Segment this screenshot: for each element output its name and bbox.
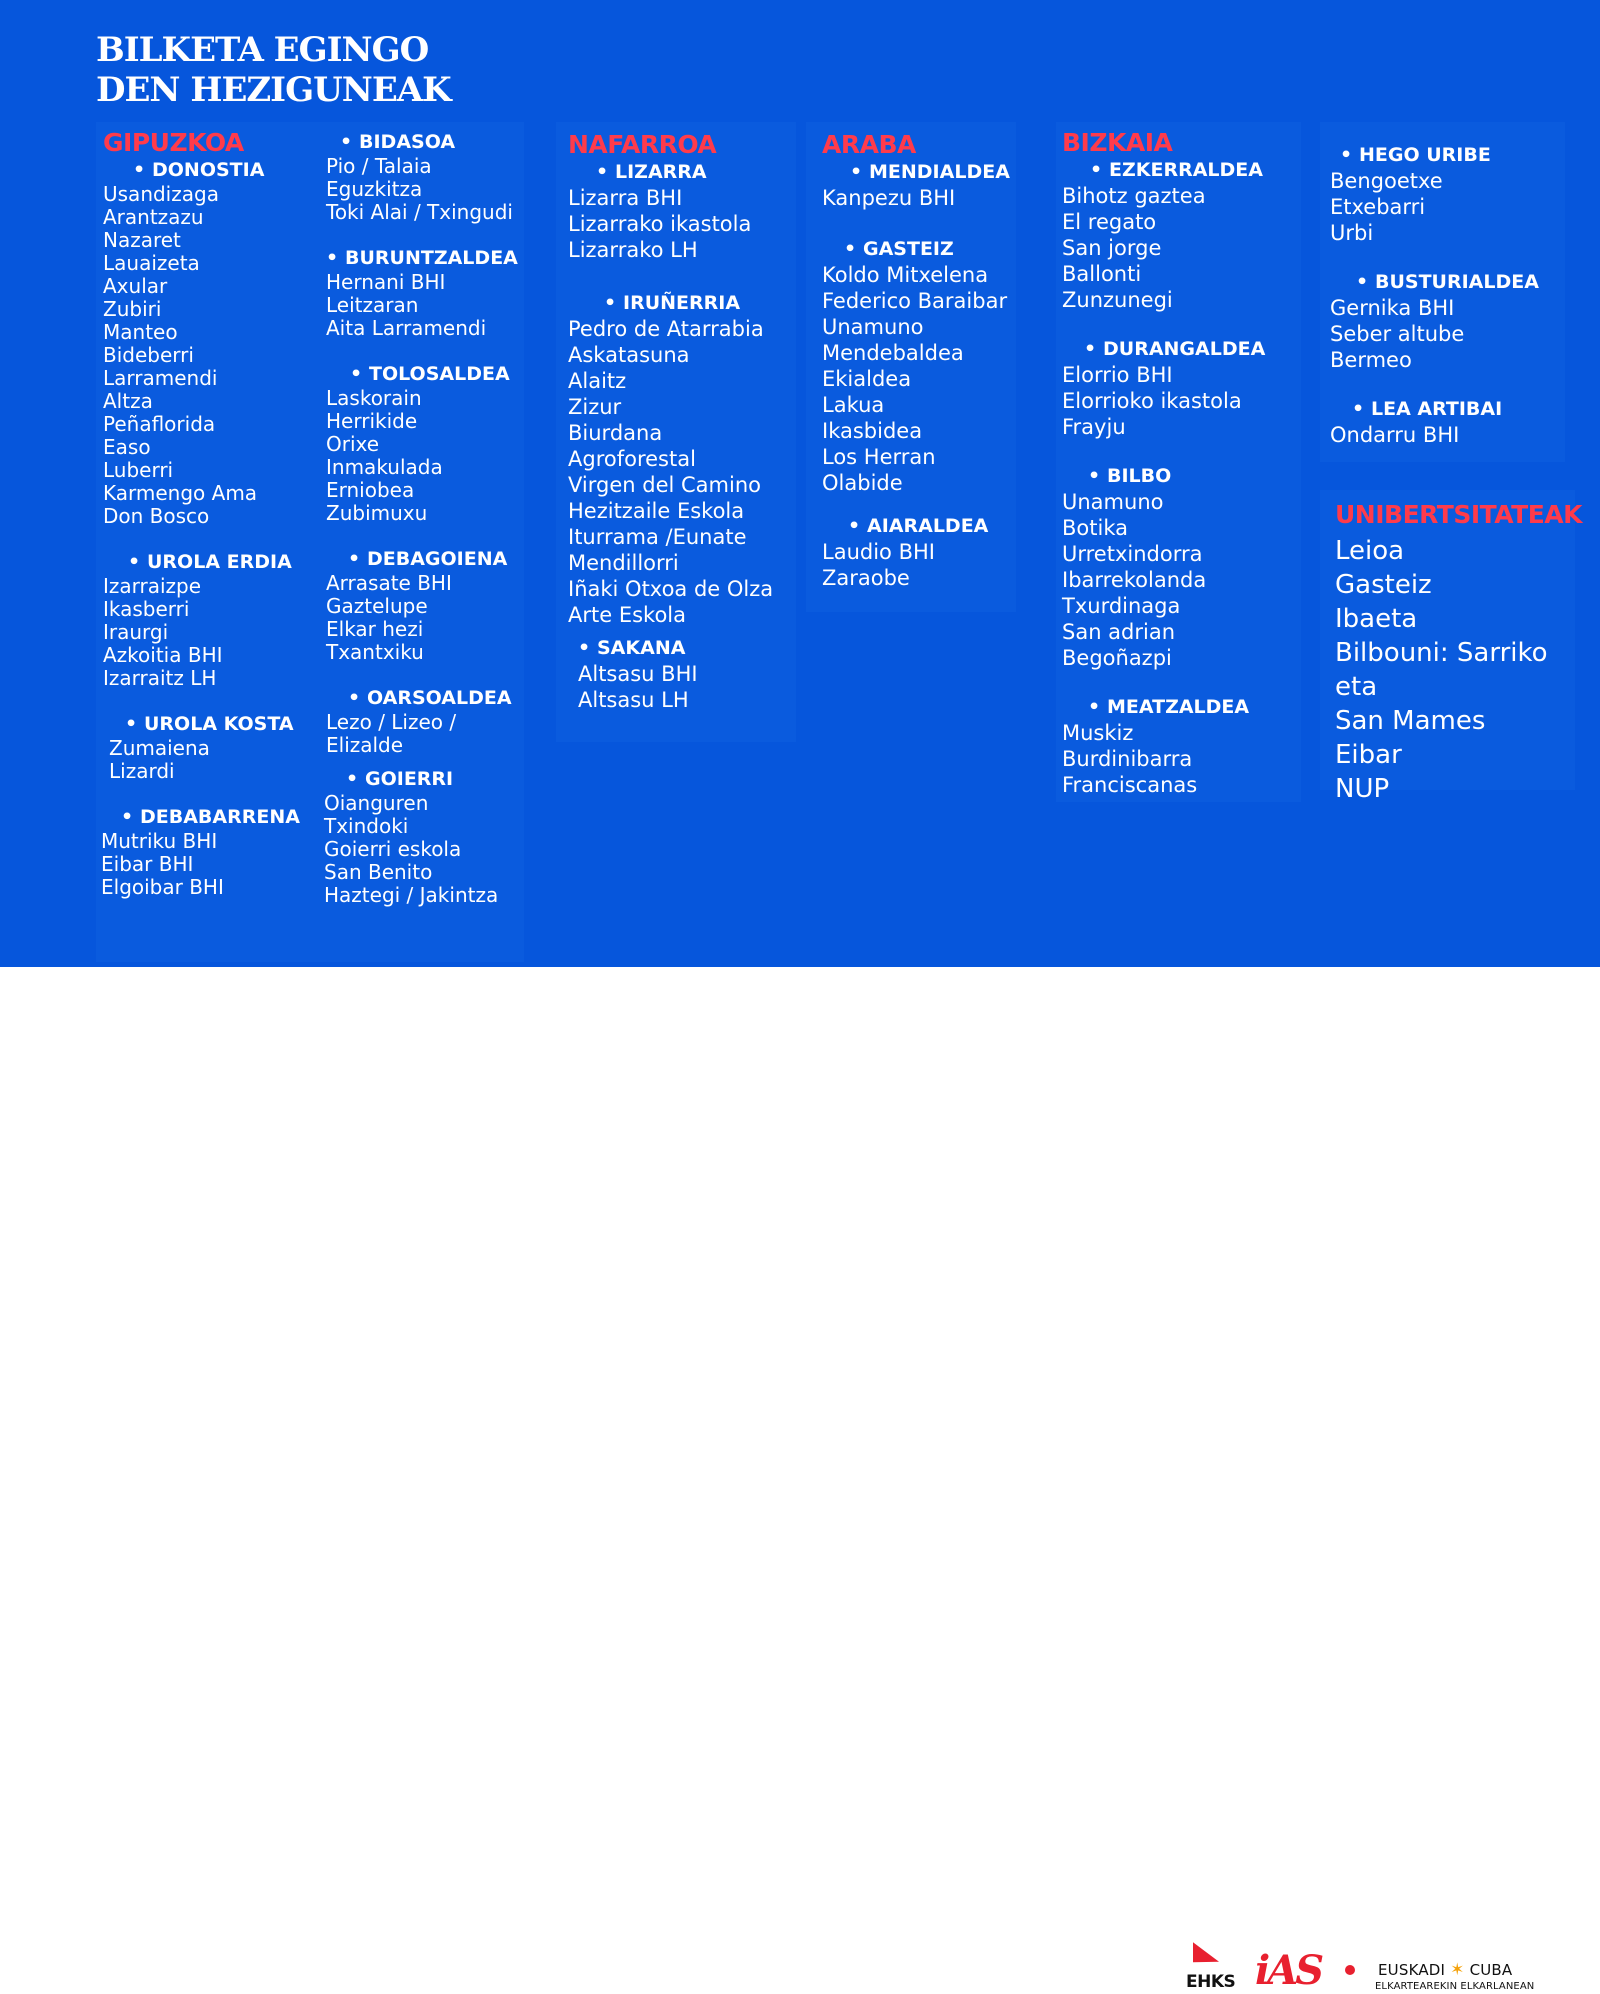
list-item: Kanpezu BHI (822, 186, 956, 210)
list-item: Peñaflorida (103, 412, 216, 436)
subregion-buruntzaldea: • BURUNTZALDEA (326, 246, 536, 271)
subregion-urola-erdia: • UROLA ERDIA (128, 550, 313, 575)
poster (0, 0, 1600, 967)
list-item: Unamuno (1062, 490, 1164, 514)
list-item: Haztegi / Jakintza (324, 883, 499, 907)
subregion-busturialdea: • BUSTURIALDEA (1356, 270, 1580, 295)
subregion-bilbo: • BILBO (1088, 464, 1312, 489)
list-item: Burdinibarra (1062, 747, 1193, 771)
list-item: Orixe (326, 432, 380, 456)
subregion-oarsoaldea: • OARSOALDEA (348, 686, 536, 711)
list-item: Botika (1062, 516, 1128, 540)
ehks-flag-icon (1193, 1942, 1219, 1971)
subregion-durangaldea: • DURANGALDEA (1084, 337, 1312, 362)
list-item: Pio / Talaia (326, 154, 432, 178)
list-unibertsitateak (1335, 534, 1585, 806)
list-item: Axular (103, 274, 168, 298)
list-item: Ekialdea (822, 367, 912, 391)
list-item: Ikasbidea (822, 419, 923, 443)
list-item: San Mames (1335, 706, 1486, 736)
list-item: Hezitzaile Eskola (568, 499, 745, 523)
list-item: Lizarrako ikastola (568, 212, 752, 236)
list-item: Arrasate BHI (326, 571, 452, 595)
list-item: Los Herran (822, 445, 936, 469)
list-item: Mendillorri (568, 551, 679, 575)
list-item: Toki Alai / Txingudi (326, 200, 513, 224)
list-gasteiz (822, 262, 1032, 496)
list-item: Hernani BHI (326, 270, 446, 294)
list-item: Ikasberri (103, 597, 190, 621)
list-item: Biurdana (568, 421, 663, 445)
list-item: Agroforestal (568, 447, 696, 471)
list-item: Seber altube (1330, 322, 1465, 346)
list-item: Izarraizpe (103, 574, 202, 598)
list-item: Franciscanas (1062, 773, 1198, 797)
list-item: Laskorain (326, 386, 422, 410)
list-tolosaldea (326, 387, 536, 525)
list-item: Arantzazu (103, 205, 204, 229)
list-item: Goierri eskola (324, 837, 462, 861)
list-item: Ballonti (1062, 262, 1142, 286)
footer (0, 967, 1600, 1994)
star-icon: ✶ (1450, 1960, 1465, 1980)
list-item: Mendebaldea (822, 341, 964, 365)
subregion-gasteiz: • GASTEIZ (844, 237, 1032, 262)
list-lea-artibai (1330, 422, 1580, 448)
list-item: Askatasuna (568, 343, 690, 367)
list-item: Bihotz gaztea (1062, 184, 1206, 208)
subregion-bidasoa: • BIDASOA (340, 130, 536, 155)
euskadi-cuba-logo (1378, 1960, 1512, 1980)
bizkaia-column (1062, 128, 1312, 798)
list-item: Bilbouni: Sarriko eta (1335, 638, 1548, 702)
list-item: Usandizaga (103, 182, 219, 206)
subregion-urola-kosta: • UROLA KOSTA (125, 712, 313, 737)
list-item: Gernika BHI (1330, 296, 1455, 320)
list-item: Lauaizeta (103, 251, 200, 275)
list-item: Lezo / Lizeo / (326, 710, 457, 734)
list-donostia (103, 183, 313, 528)
list-bilbo (1062, 489, 1312, 671)
subregion-goierri: • GOIERRI (346, 767, 536, 792)
list-item: Elorrio BHI (1062, 363, 1173, 387)
list-item: Muskiz (1062, 721, 1134, 745)
list-busturialdea (1330, 295, 1580, 373)
list-item: Leitzaran (326, 293, 419, 317)
list-item: Azkoitia BHI (103, 643, 223, 667)
list-item: Lakua (822, 393, 885, 417)
list-meatzaldea (1062, 720, 1312, 798)
subregion-aiaraldea: • AIARALDEA (848, 514, 1032, 539)
list-lizarra (568, 185, 798, 263)
list-item: Eibar BHI (101, 852, 194, 876)
region-title-bizkaia: BIZKAIA (1062, 128, 1173, 157)
list-item: Elizalde (326, 733, 404, 757)
list-item: Bideberri (103, 343, 194, 367)
separator-dot (1345, 1965, 1355, 1975)
gipuzkoa-column-2 (326, 130, 536, 907)
nafarroa-column (568, 130, 798, 713)
list-item: Begoñazpi (1062, 646, 1172, 670)
subregion-lea-artibai: • LEA ARTIBAI (1352, 397, 1580, 422)
list-item: Zumaiena (109, 736, 210, 760)
list-item: Larramendi (103, 366, 218, 390)
list-item: Urbi (1330, 221, 1374, 245)
list-item: Koldo Mitxelena (822, 263, 989, 287)
list-item: Herrikide (326, 409, 418, 433)
list-buruntzaldea (326, 271, 536, 340)
region-title-gipuzkoa: GIPUZKOA (103, 128, 244, 157)
subregion-ezkerraldea: • EZKERRALDEA (1090, 158, 1312, 183)
cuba-text: CUBA (1469, 1961, 1513, 1979)
euskadi-cuba-subtitle: ELKARTEAREKIN ELKARLANEAN (1375, 1981, 1535, 1992)
list-item: Ibaeta (1335, 604, 1418, 634)
list-item: San adrian (1062, 620, 1176, 644)
list-debabarrena (101, 830, 313, 899)
list-item: Iraurgi (103, 620, 169, 644)
euskadi-text: EUSKADI (1378, 1961, 1446, 1979)
gipuzkoa-column (103, 128, 313, 899)
list-item: Altsasu BHI (578, 662, 698, 686)
list-item: Etxebarri (1330, 195, 1426, 219)
list-mendialdea (822, 185, 1032, 211)
subregion-hego-uribe: • HEGO URIBE (1340, 143, 1580, 168)
ias-logo: iAS (1255, 1947, 1322, 1994)
list-item: Arte Eskola (568, 603, 687, 627)
list-item: Bermeo (1330, 348, 1412, 372)
list-item: Luberri (103, 458, 174, 482)
list-item: Gasteiz (1335, 570, 1432, 600)
list-ezkerraldea (1062, 183, 1312, 313)
list-item: Iturrama /Eunate (568, 525, 747, 549)
region-title-nafarroa: NAFARROA (568, 130, 717, 159)
list-item: Urretxindorra (1062, 542, 1203, 566)
title-line-1: BILKETA EGINGO (96, 30, 429, 70)
list-item: Elorrioko ikastola (1062, 389, 1242, 413)
list-item: Frayju (1062, 415, 1126, 439)
list-item: Ondarru BHI (1330, 423, 1460, 447)
subregion-iruneria: • IRUÑERRIA (604, 291, 798, 316)
list-urola-erdia (103, 575, 313, 690)
list-item: Izarraitz LH (103, 666, 217, 690)
list-durangaldea (1062, 362, 1312, 440)
subregion-donostia: • DONOSTIA (133, 158, 313, 183)
list-urola-kosta (109, 737, 313, 783)
ehks-logo-text: EHKS (1186, 1972, 1236, 1992)
araba-column (822, 130, 1032, 591)
list-debagoiena (326, 572, 536, 664)
list-item: Iñaki Otxoa de Olza (568, 577, 774, 601)
list-item: Zubimuxu (326, 501, 428, 525)
bizkaia-column-2 (1330, 143, 1580, 448)
title-line-2: DEN HEZIGUNEAK (96, 70, 451, 110)
list-item: Leioa (1335, 536, 1405, 566)
list-item: Elkar hezi (326, 617, 424, 641)
subregion-tolosaldea: • TOLOSALDEA (350, 362, 536, 387)
subregion-lizarra: • LIZARRA (596, 160, 798, 185)
list-oarsoaldea (326, 711, 536, 757)
list-item: Laudio BHI (822, 540, 935, 564)
list-item: San jorge (1062, 236, 1162, 260)
list-item: Inmakulada (326, 455, 443, 479)
list-aiaraldea (822, 539, 1032, 591)
list-item: El regato (1062, 210, 1157, 234)
list-item: Erniobea (326, 478, 415, 502)
list-item: Lizarra BHI (568, 186, 683, 210)
list-item: Federico Baraibar (822, 289, 1008, 313)
list-item: Virgen del Camino (568, 473, 761, 497)
list-item: Txindoki (324, 814, 409, 838)
list-item: Mutriku BHI (101, 829, 218, 853)
list-item: Easo (103, 435, 151, 459)
list-item: Gaztelupe (326, 594, 428, 618)
page-title (96, 30, 451, 110)
list-item: Ibarrekolanda (1062, 568, 1207, 592)
list-item: Txurdinaga (1062, 594, 1181, 618)
list-item: Altza (103, 389, 153, 413)
list-item: Lizardi (109, 759, 175, 783)
subregion-debagoiena: • DEBAGOIENA (348, 547, 536, 572)
list-item: Nazaret (103, 228, 181, 252)
region-title-araba: ARABA (822, 130, 916, 159)
list-item: Karmengo Ama (103, 481, 258, 505)
subregion-debabarrena: • DEBABARRENA (121, 805, 313, 830)
list-goierri (324, 792, 536, 907)
list-item: Elgoibar BHI (101, 875, 224, 899)
list-item: Lizarrako LH (568, 238, 698, 262)
list-item: Oianguren (324, 791, 429, 815)
list-item: Bengoetxe (1330, 169, 1443, 193)
list-item: Aita Larramendi (326, 316, 487, 340)
list-bidasoa (326, 155, 536, 224)
subregion-mendialdea: • MENDIALDEA (850, 160, 1032, 185)
list-item: Altsasu LH (578, 688, 689, 712)
list-item: Eibar (1335, 740, 1402, 770)
list-item: Zubiri (103, 297, 162, 321)
region-title-unibertsitateak: UNIBERTSITATEAK (1335, 500, 1583, 529)
unibertsitateak-column (1335, 500, 1585, 806)
list-item: Txantxiku (326, 640, 424, 664)
list-item: Zaraobe (822, 566, 910, 590)
list-item: Zizur (568, 395, 622, 419)
subregion-meatzaldea: • MEATZALDEA (1088, 695, 1312, 720)
list-item: Unamuno (822, 315, 924, 339)
list-iruneria (568, 316, 798, 628)
list-item: Alaitz (568, 369, 627, 393)
list-item: NUP (1335, 774, 1390, 804)
list-item: Zunzunegi (1062, 288, 1173, 312)
list-item: Eguzkitza (326, 177, 423, 201)
list-item: San Benito (324, 860, 433, 884)
list-hego-uribe (1330, 168, 1580, 246)
list-item: Don Bosco (103, 504, 210, 528)
list-item: Manteo (103, 320, 178, 344)
list-item: Pedro de Atarrabia (568, 317, 764, 341)
list-item: Olabide (822, 471, 903, 495)
subregion-sakana: • SAKANA (578, 636, 798, 661)
list-sakana (578, 661, 798, 713)
